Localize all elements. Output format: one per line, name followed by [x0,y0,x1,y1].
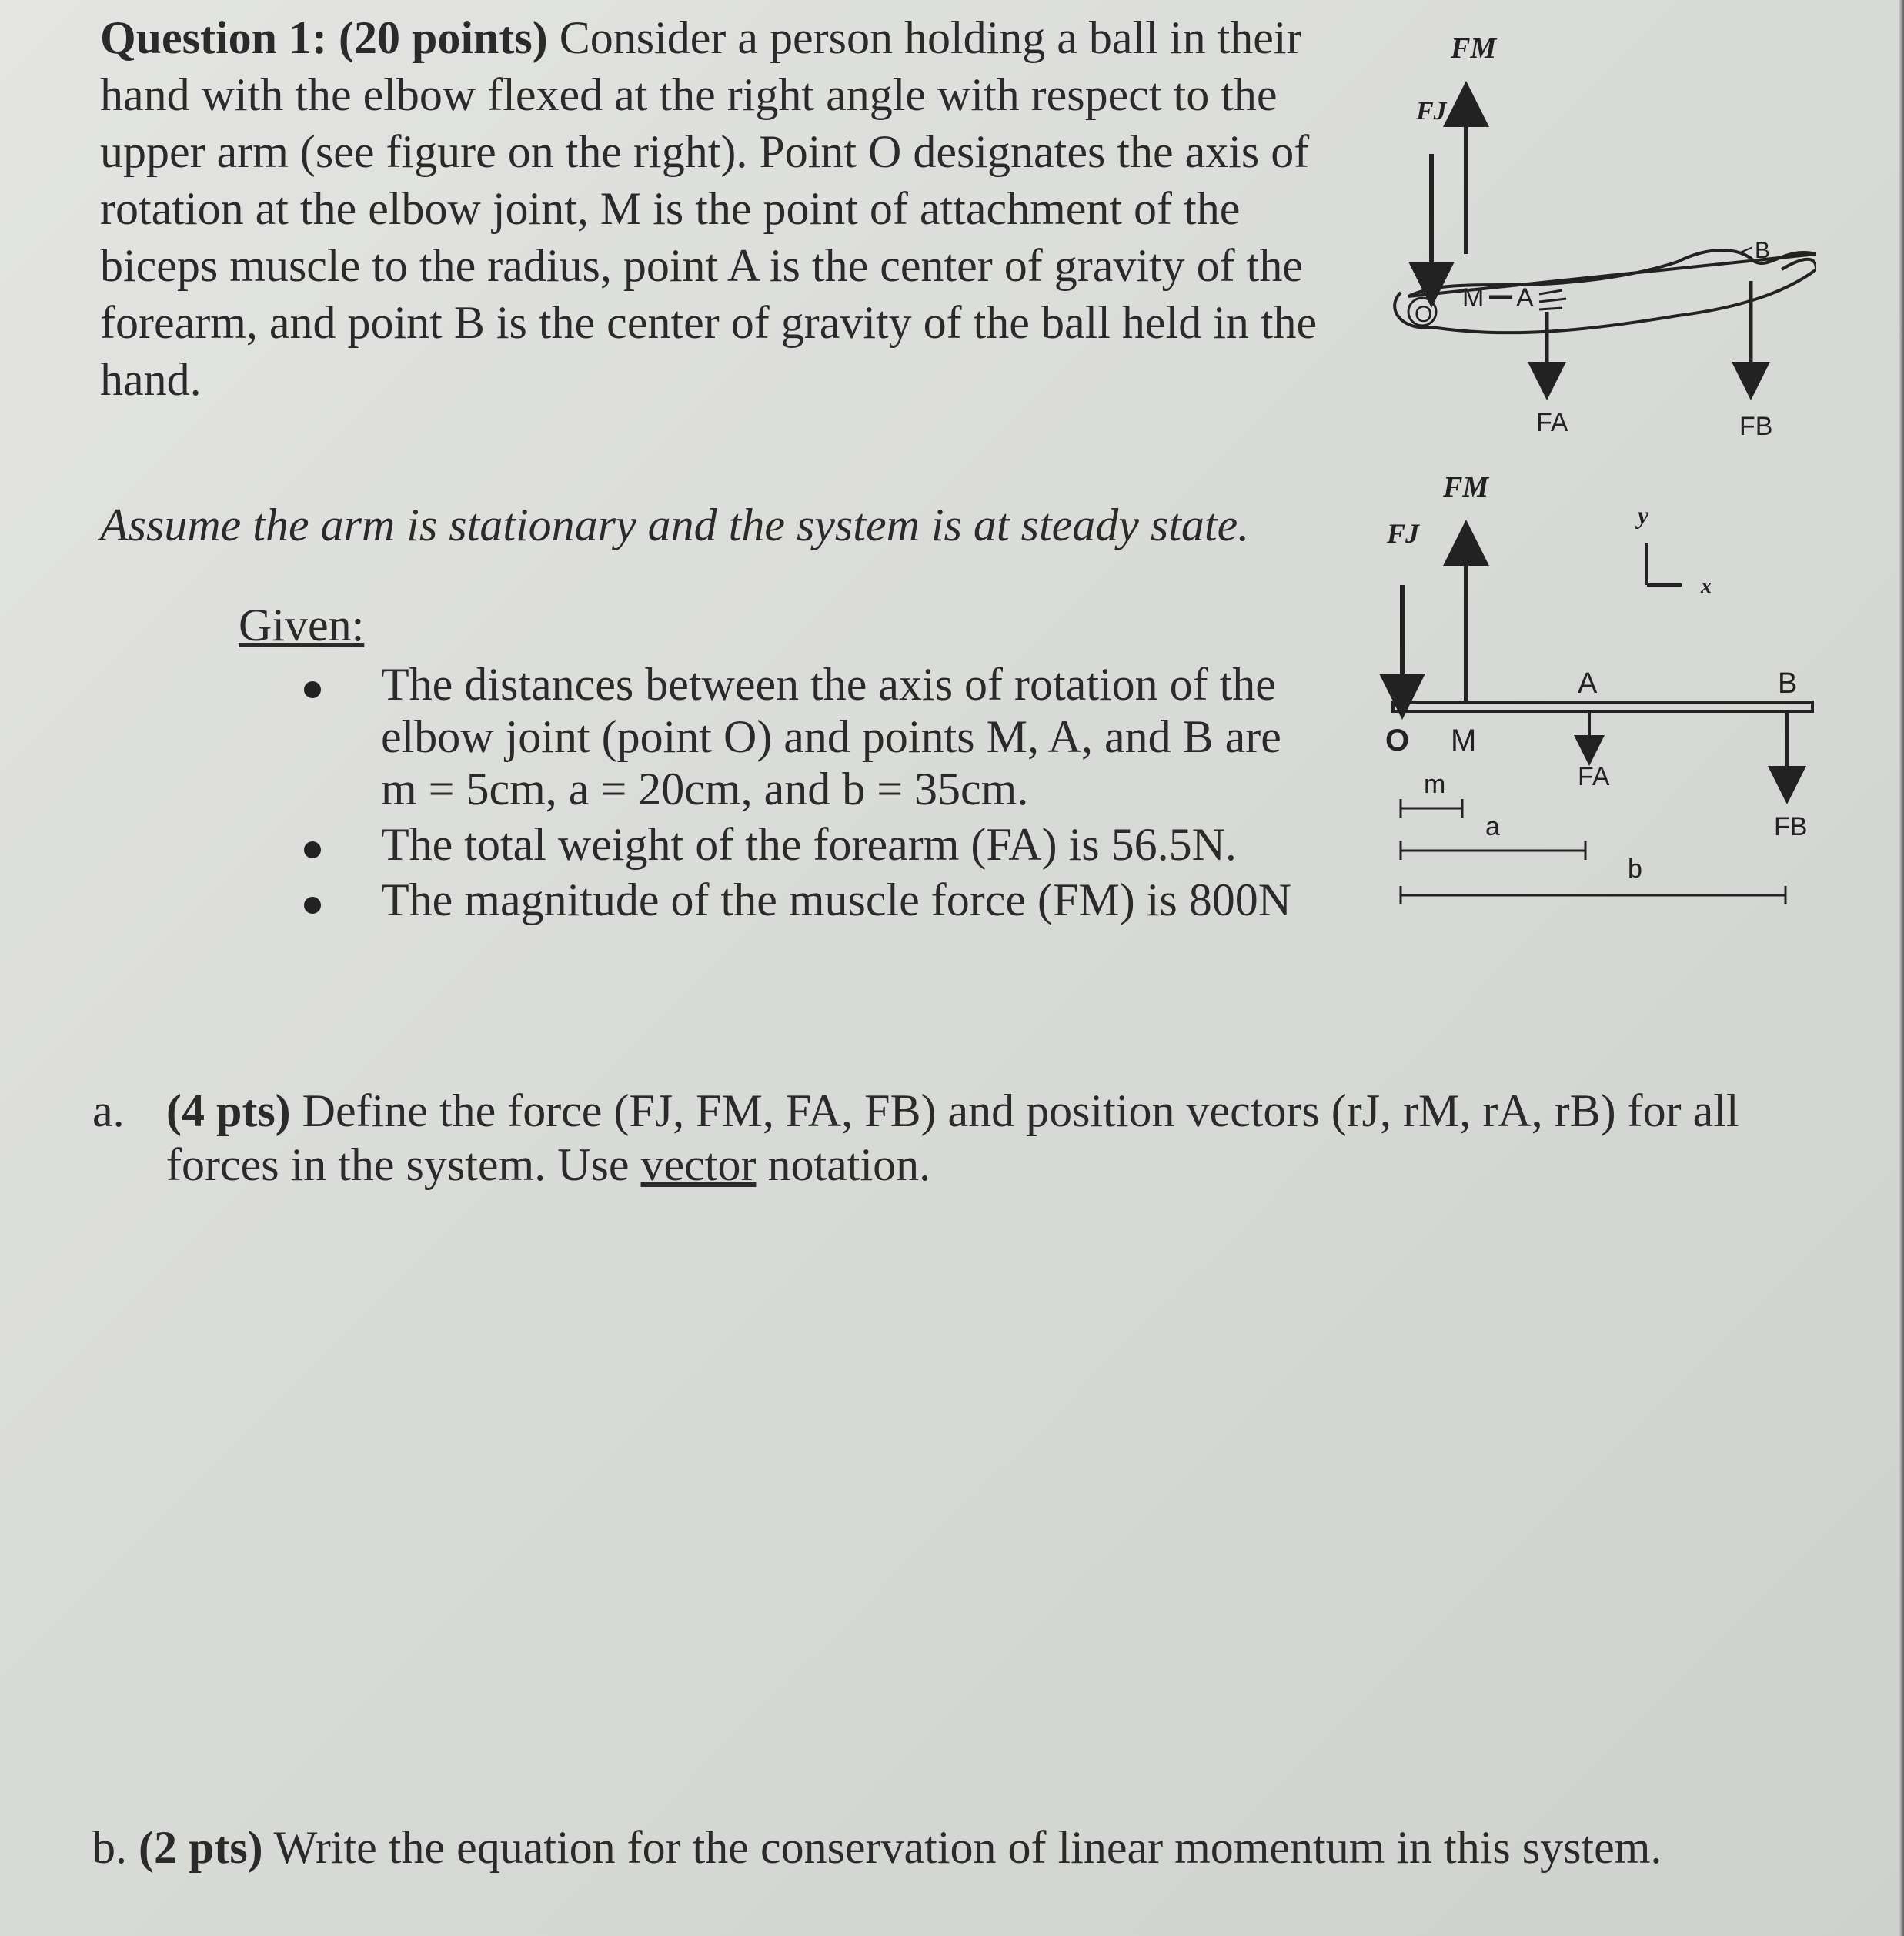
given-item: The distances between the axis of rotation of the elbow joint (point O) and points M, A, and B are m = 5cm, a = 20cm, and b = 35cm. [304,658,1304,815]
given-label: Given: [239,600,365,650]
svg-text:<: < [1739,240,1753,266]
label-m-bottom: M [1451,724,1477,757]
forearm-sketch [1395,32,1816,441]
part-b [92,1821,1832,1874]
label-y-axis: y [1638,501,1649,529]
given-list [304,658,1304,929]
given-item: The total weight of the forearm (FA) is 56.5N. [304,818,1304,871]
page-edge [1899,0,1904,1936]
part-a-underlined: vector [640,1139,757,1190]
part-b-letter: b. [92,1822,127,1873]
assumption-text: Assume the arm is stationary and the system is at steady state. [100,500,1250,550]
part-b-points: (2 pts) [139,1822,263,1873]
given-item: The magnitude of the muscle force (FM) is 800N [304,874,1304,926]
question-text: Consider a person holding a ball in their hand with the elbow flexed at the right angle with respect to the upper arm (see figure on the right). Point O designates the axis of rotation at the elbow joint, M is the point of attachment of the biceps muscle to the radius, point A is the center of gravity of the forearm, and point B is the center of gravity of the ball held in the hand. [100,12,1318,405]
label-a-top: A [1516,283,1534,313]
label-fb-top: FB [1739,412,1773,441]
label-o-top: O [1415,302,1433,327]
bullet-icon [304,681,321,698]
forearm-beam [1393,702,1812,711]
arm-diagram [1355,15,1816,924]
part-a-letter: a. [92,1085,125,1136]
label-b-bottom: B [1778,667,1798,700]
label-fa-bottom: FA [1578,762,1610,791]
part-a [92,1084,1832,1192]
label-x-axis: x [1701,574,1712,598]
part-a-points: (4 pts) [166,1085,291,1136]
part-a-text: Define the force (FJ, FM, FA, FB) and position vectors (rJ, rM, rA, rB) for all forces in the system. Use [166,1085,1739,1190]
label-b-top: B [1755,238,1771,263]
label-dist-b: b [1628,854,1642,884]
free-body-diagram [1385,471,1812,904]
label-fj-bottom: FJ [1387,518,1420,549]
label-fj-top: FJ [1416,97,1447,125]
question-intro [100,9,1331,408]
label-dist-a: a [1485,812,1500,841]
arm-outline [1395,250,1816,333]
label-m-top: M [1462,283,1485,313]
question-heading: Question 1: (20 points) [100,12,548,63]
label-fm-bottom: FM [1443,471,1489,503]
label-fm-top: FM [1451,32,1497,65]
label-dist-m: m [1424,770,1446,799]
label-fb-bottom: FB [1774,812,1808,841]
part-b-text: Write the equation for the conservation of linear momentum in this system. [273,1822,1662,1873]
bullet-icon [304,841,321,858]
label-a-bottom: A [1578,667,1598,700]
label-o-bottom: O [1385,724,1410,757]
label-fa-top: FA [1536,408,1568,437]
part-a-text-after: notation. [767,1139,931,1190]
bullet-icon [304,897,321,914]
